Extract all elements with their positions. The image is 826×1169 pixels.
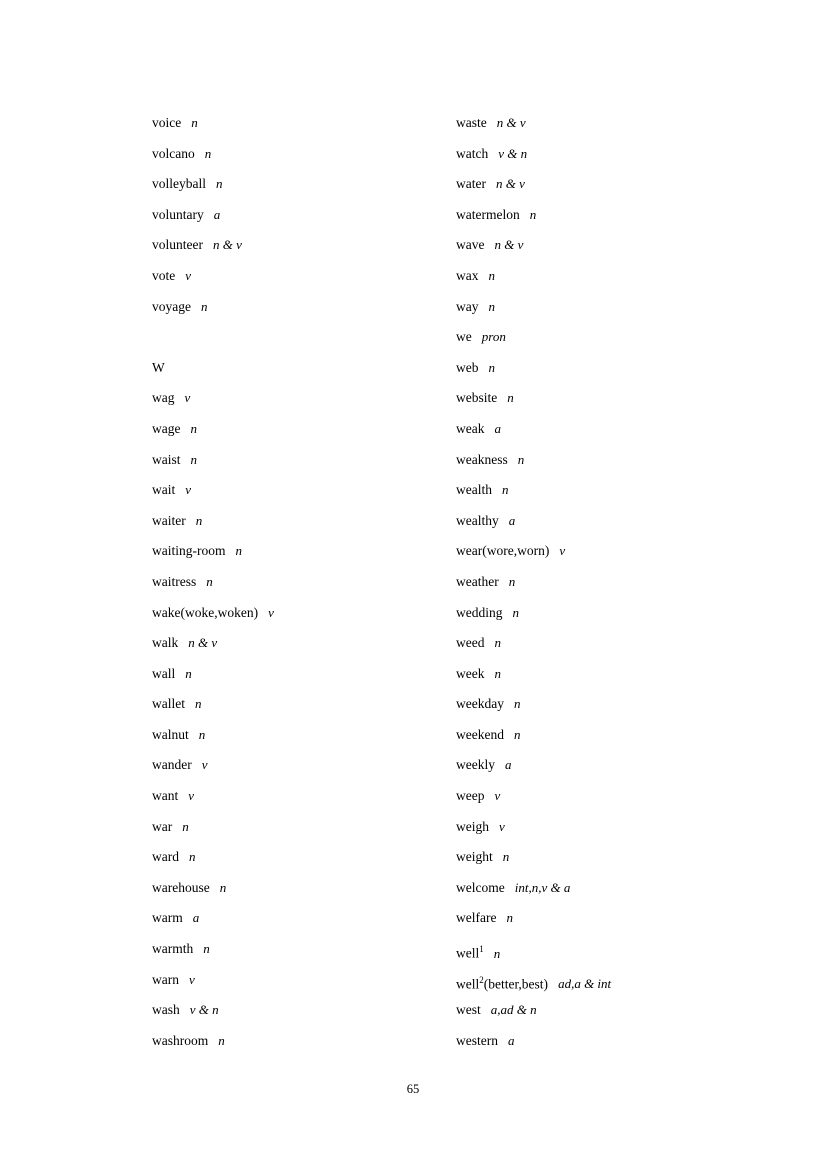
dictionary-entry: [152, 1026, 456, 1057]
entry-word: wage: [152, 420, 181, 436]
dictionary-entry: [456, 1026, 712, 1057]
dictionary-entry: [456, 475, 712, 506]
dictionary-entry: [456, 261, 712, 292]
dictionary-entry: [456, 689, 712, 720]
entry-part-of-speech: n: [195, 512, 203, 528]
dictionary-entry: [152, 169, 456, 200]
dictionary-entry: [456, 506, 712, 537]
entry-part-of-speech: n: [235, 543, 242, 559]
entry-word: ward: [152, 849, 179, 865]
entry-part-of-speech: n: [502, 849, 510, 865]
dictionary-entry: [456, 720, 712, 751]
dictionary-entry: [152, 873, 456, 904]
entry-word: water: [456, 176, 486, 192]
dictionary-entry: [152, 628, 456, 659]
dictionary-entry: [456, 292, 712, 323]
entry-part-of-speech: n: [204, 145, 212, 161]
dictionary-entry: [152, 383, 456, 414]
entry-part-of-speech: n: [488, 298, 495, 314]
entry-part-of-speech: n: [488, 359, 495, 375]
entry-word: weight: [456, 849, 493, 865]
dictionary-entry: [152, 720, 456, 751]
dictionary-entry: [152, 475, 456, 506]
dictionary-entry: [456, 353, 712, 384]
dictionary-entry: [456, 445, 712, 476]
right-word-column: [456, 108, 712, 1056]
entry-word: wait: [152, 482, 176, 498]
entry-word: weep: [456, 788, 485, 804]
dictionary-entry: [152, 353, 456, 384]
entry-word: walnut: [152, 726, 189, 742]
entry-part-of-speech: n: [206, 573, 213, 589]
word-list-columns: [152, 108, 712, 1056]
entry-part-of-speech: n: [494, 635, 501, 651]
entry-word: weed: [456, 635, 485, 651]
entry-part-of-speech: n: [508, 573, 516, 589]
entry-part-of-speech: n: [182, 818, 189, 834]
dictionary-entry: [152, 506, 456, 537]
entry-part-of-speech: a: [213, 206, 221, 222]
entry-word: voyage: [152, 298, 191, 314]
entry-part-of-speech: a,ad & n: [490, 1002, 537, 1018]
entry-word: waitress: [152, 573, 197, 589]
dictionary-entry: [456, 659, 712, 690]
entry-part-of-speech: v: [499, 818, 505, 834]
dictionary-entry: [152, 200, 456, 231]
dictionary-entry: [456, 842, 712, 873]
entry-part-of-speech: int,n,v & a: [514, 879, 571, 895]
entry-word: waiter: [152, 512, 186, 528]
entry-word: W: [152, 359, 165, 375]
dictionary-entry: [152, 995, 456, 1026]
entry-part-of-speech: n: [502, 482, 509, 498]
entry-word: western: [456, 1032, 498, 1048]
dictionary-entry: [152, 598, 456, 629]
entry-word: website: [456, 390, 498, 406]
entry-word: weakness: [456, 451, 508, 467]
entry-part-of-speech: a: [192, 910, 200, 926]
entry-word: wallet: [152, 696, 185, 712]
dictionary-entry: [456, 169, 712, 200]
entry-word: wake(woke,woken): [152, 604, 259, 620]
entry-word: weekday: [456, 696, 504, 712]
dictionary-entry: [456, 536, 712, 567]
dictionary-entry: [456, 934, 712, 965]
entry-part-of-speech: n: [190, 420, 197, 436]
entry-part-of-speech: v: [185, 267, 192, 283]
entry-word: watermelon: [456, 206, 520, 222]
entry-part-of-speech: n: [190, 451, 197, 467]
dictionary-entry: [456, 108, 712, 139]
entry-word: vote: [152, 267, 176, 283]
entry-part-of-speech: n: [200, 298, 208, 314]
entry-word: well: [456, 945, 480, 961]
entry-word: watch: [456, 145, 489, 161]
left-word-column: [152, 108, 456, 1056]
entry-part-of-speech: n: [513, 696, 521, 712]
entry-part-of-speech: a: [494, 420, 501, 436]
entry-word: welfare: [456, 910, 497, 926]
entry-word: way: [456, 298, 479, 314]
entry-word: week: [456, 665, 485, 681]
entry-part-of-speech: n: [513, 726, 521, 742]
entry-word: web: [456, 359, 479, 375]
entry-part-of-speech: n: [189, 849, 196, 865]
entry-part-of-speech: n: [517, 451, 525, 467]
dictionary-entry: [152, 139, 456, 170]
entry-word: weather: [456, 573, 499, 589]
dictionary-entry: [152, 965, 456, 996]
dictionary-entry: [152, 903, 456, 934]
dictionary-entry: [152, 536, 456, 567]
entry-word: want: [152, 788, 179, 804]
dictionary-entry: [456, 200, 712, 231]
entry-part-of-speech: v: [189, 971, 195, 987]
dictionary-entry: [152, 292, 456, 323]
entry-word: volunteer: [152, 237, 203, 253]
entry-part-of-speech: n: [493, 945, 501, 961]
dictionary-entry: [456, 598, 712, 629]
entry-part-of-speech: ad,a & int: [558, 976, 612, 992]
dictionary-entry: [456, 567, 712, 598]
dictionary-entry: [152, 842, 456, 873]
entry-word: walk: [152, 635, 179, 651]
dictionary-entry: [456, 628, 712, 659]
entry-word: warehouse: [152, 879, 210, 895]
dictionary-entry: [152, 812, 456, 843]
entry-word: warmth: [152, 941, 194, 957]
entry-part-of-speech: n: [191, 115, 198, 130]
spacer-row: [152, 322, 456, 353]
dictionary-entry: [152, 414, 456, 445]
entry-part-of-speech: n & v: [212, 237, 242, 253]
entry-word: wall: [152, 665, 176, 681]
entry-word: welcome: [456, 879, 505, 895]
dictionary-entry: [152, 230, 456, 261]
entry-part-of-speech: v: [559, 543, 566, 559]
dictionary-entry: [152, 108, 456, 139]
dictionary-entry: [152, 934, 456, 965]
entry-word: we: [456, 329, 472, 345]
dictionary-entry: [456, 965, 712, 996]
entry-part-of-speech: v & n: [498, 145, 528, 161]
entry-inflections: (better,best): [483, 976, 549, 992]
entry-word: wealthy: [456, 512, 499, 528]
dictionary-entry: [456, 903, 712, 934]
entry-part-of-speech: n: [219, 879, 227, 895]
entry-word: waste: [456, 115, 487, 130]
entry-part-of-speech: n: [203, 941, 210, 957]
entry-word: warn: [152, 971, 179, 987]
entry-word: wander: [152, 757, 192, 773]
entry-part-of-speech: n: [494, 665, 501, 681]
entry-word: wedding: [456, 604, 503, 620]
dictionary-entry: [456, 781, 712, 812]
entry-word: volcano: [152, 145, 195, 161]
entry-part-of-speech: v: [188, 788, 195, 804]
entry-word: washroom: [152, 1032, 209, 1048]
entry-part-of-speech: pron: [481, 329, 506, 345]
entry-word: weigh: [456, 818, 489, 834]
entry-part-of-speech: n: [216, 176, 223, 192]
entry-part-of-speech: n & v: [495, 176, 525, 192]
entry-part-of-speech: n & v: [496, 115, 526, 130]
entry-word: weekend: [456, 726, 504, 742]
entry-word: wash: [152, 1002, 180, 1018]
entry-word: waist: [152, 451, 181, 467]
dictionary-entry: [152, 781, 456, 812]
entry-word: warm: [152, 910, 183, 926]
dictionary-entry: [152, 567, 456, 598]
entry-part-of-speech: n: [507, 390, 514, 406]
dictionary-entry: [152, 750, 456, 781]
entry-part-of-speech: n: [195, 696, 202, 712]
entry-superscript: 2: [479, 974, 484, 985]
entry-part-of-speech: v: [268, 604, 274, 620]
entry-part-of-speech: n: [512, 604, 519, 620]
entry-part-of-speech: v: [184, 390, 191, 406]
entry-part-of-speech: n: [198, 726, 206, 742]
dictionary-entry: [152, 261, 456, 292]
entry-part-of-speech: n: [529, 206, 537, 222]
entry-word: weak: [456, 420, 485, 436]
entry-word: wax: [456, 267, 479, 283]
entry-part-of-speech: v: [201, 757, 208, 773]
entry-word: weekly: [456, 757, 495, 773]
dictionary-entry: [152, 445, 456, 476]
dictionary-entry: [152, 689, 456, 720]
dictionary-entry: [152, 659, 456, 690]
entry-word: wag: [152, 390, 175, 406]
dictionary-entry: [456, 414, 712, 445]
dictionary-entry: [456, 873, 712, 904]
entry-word: waiting-room: [152, 543, 226, 559]
entry-part-of-speech: n: [185, 665, 192, 681]
entry-part-of-speech: v & n: [189, 1002, 219, 1018]
page-number: 65: [406, 1082, 420, 1096]
dictionary-entry: [456, 750, 712, 781]
entry-part-of-speech: n: [488, 267, 495, 283]
entry-word: voice: [152, 115, 182, 130]
entry-part-of-speech: v: [185, 482, 192, 498]
dictionary-entry: [456, 995, 712, 1026]
entry-word: wave: [456, 237, 485, 253]
dictionary-entry: [456, 812, 712, 843]
dictionary-entry: [456, 139, 712, 170]
entry-part-of-speech: n: [218, 1032, 225, 1048]
entry-part-of-speech: a: [504, 757, 512, 773]
entry-word: volleyball: [152, 176, 206, 192]
dictionary-entry: [456, 383, 712, 414]
dictionary-entry: [456, 322, 712, 353]
entry-superscript: 1: [479, 944, 484, 955]
entry-word: wealth: [456, 482, 492, 498]
entry-word: well: [456, 976, 480, 992]
entry-part-of-speech: n & v: [494, 237, 524, 253]
entry-part-of-speech: a: [508, 512, 516, 528]
entry-word: west: [456, 1002, 481, 1018]
entry-word: voluntary: [152, 206, 204, 222]
entry-part-of-speech: n: [506, 910, 513, 926]
entry-part-of-speech: a: [507, 1032, 515, 1048]
dictionary-entry: [456, 230, 712, 261]
entry-word: war: [152, 818, 173, 834]
entry-part-of-speech: v: [494, 788, 501, 804]
entry-part-of-speech: n & v: [188, 635, 218, 651]
entry-word: wear(wore,worn): [456, 543, 550, 559]
